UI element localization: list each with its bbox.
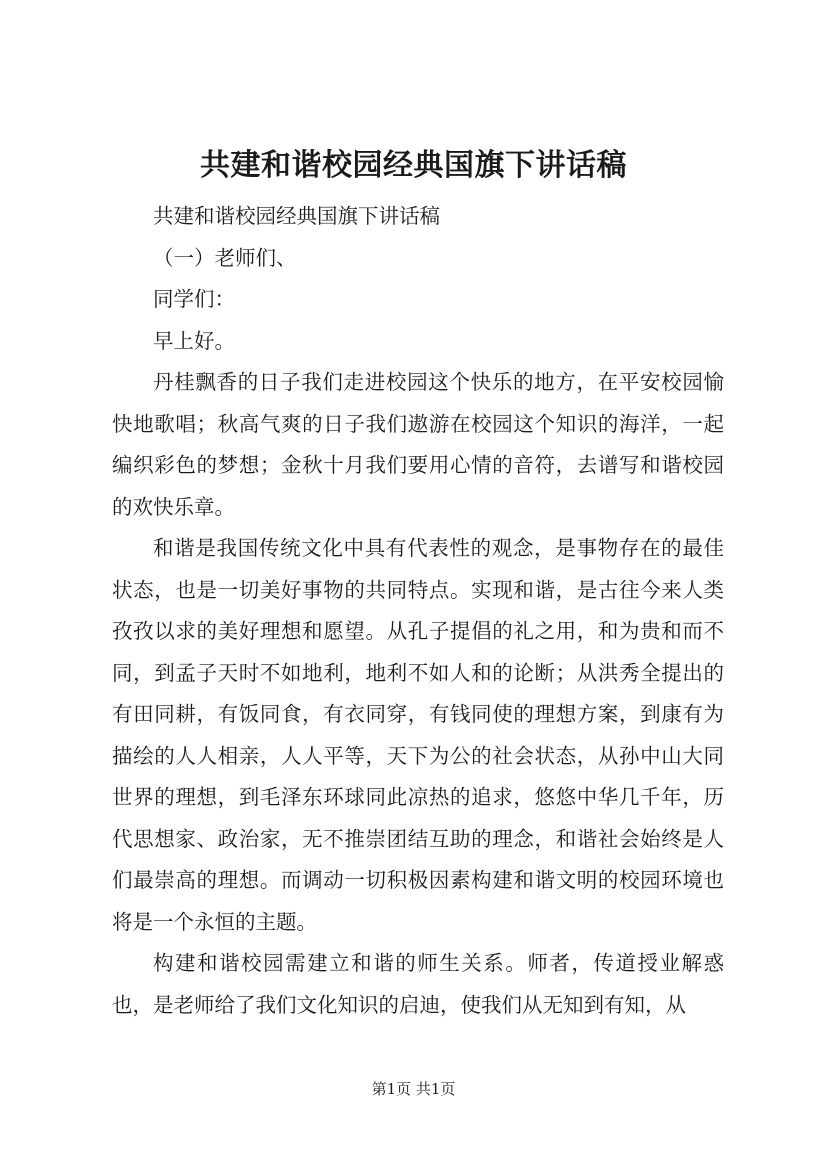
body-paragraph: 和谐是我国传统文化中具有代表性的观念，是事物存在的最佳状态，也是一切美好事物的共同特点。实现和谐，是古往今来人类孜孜以求的美好理想和愿望。从孔子提倡的礼之用，和为贵和而不同，到孟子天时不如地利，地利不如人和的论断；从洪秀全提出的有田同耕，有饭同食，有衣同穿，有钱同使的理想方案，到康有为描绘的人人相亲，人人平等，天下为公的社会状态，从孙中山大同世界的理想，到毛泽东环球同此凉热的追求，悠悠中华几千年，历代思想家、政治家，无不推崇团结互助的理念，和谐社会始终是人们最崇高的理想。而调动一切积极因素构建和谐文明的校园环境也将是一个永恒的主题。 bbox=[112, 536, 724, 934]
body-paragraph: 构建和谐校园需建立和谐的师生关系。师者，传道授业解惑也，是老师给了我们文化知识的启迪，使我们从无知到有知，从 bbox=[112, 951, 724, 1017]
page-number-footer: 第1页 共1页 bbox=[371, 1080, 456, 1098]
greeting-paragraph-morning: 早上好。 bbox=[153, 328, 235, 353]
body-paragraph: 丹桂飘香的日子我们走进校园这个快乐的地方，在平安校园愉快地歌唱；秋高气爽的日子我们遨游在校园这个知识的海洋，一起编织彩色的梦想；金秋十月我们要用心情的音符，去谱写和谐校园的欢快乐章。 bbox=[112, 370, 724, 519]
document-body bbox=[112, 196, 724, 1026]
greeting-paragraph-teachers: （一）老师们、 bbox=[153, 245, 297, 270]
greeting-paragraph-students: 同学们： bbox=[153, 287, 235, 311]
subtitle-paragraph: 共建和谐校园经典国旗下讲话稿 bbox=[153, 204, 440, 228]
document-title: 共建和谐校园经典国旗下讲话稿 bbox=[200, 148, 627, 183]
